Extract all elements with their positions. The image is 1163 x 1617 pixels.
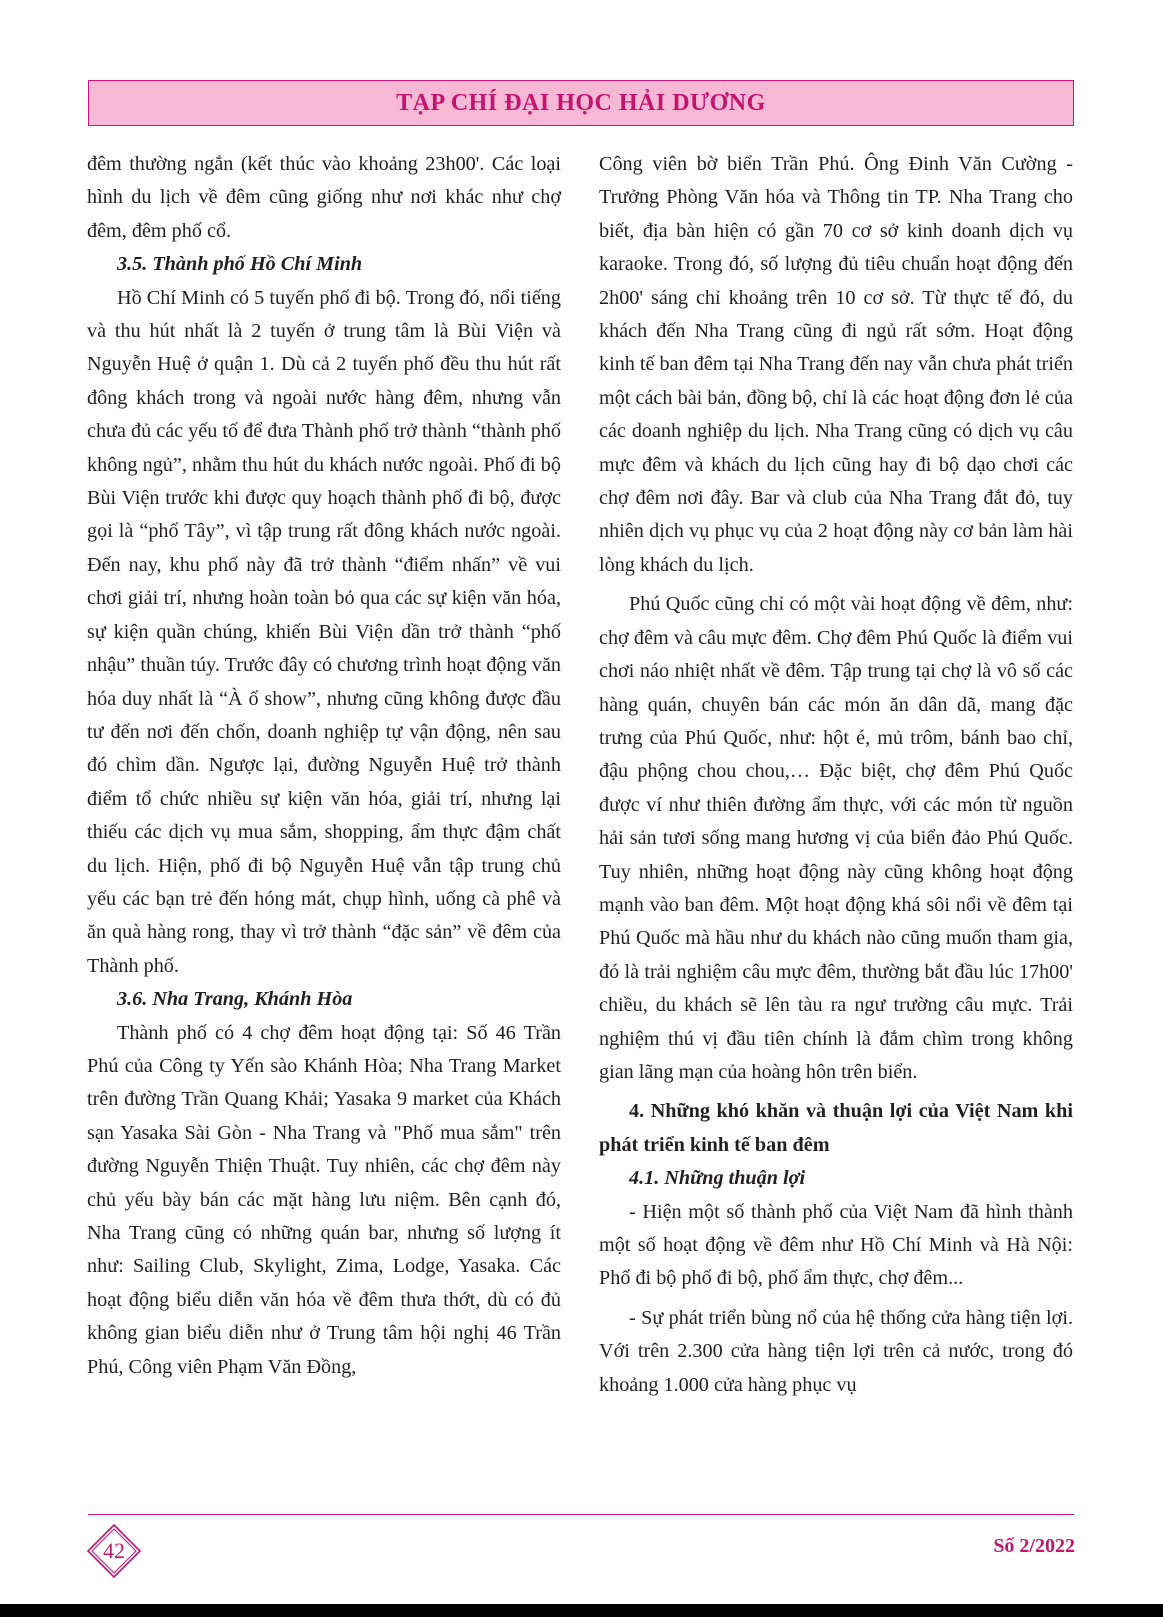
paragraph: Phú Quốc cũng chỉ có một vài hoạt động về đêm, như: chợ đêm và câu mực đêm. Chợ đêm Phú Quốc là điểm vui chơi náo nhiệt nhất về đêm. Tập trung tại chợ là vô số các hàng quán, chuyên bán các món ăn dân dã, mang đặc trưng của Phú Quốc, như: hột é, mủ trôm, bánh bao chỉ, đậu phộng chou chou,… Đặc biệt, chợ đêm Phú Quốc được ví như thiên đường ẩm thực, với các món từ nguồn hải sản tươi sống mang hương vị của biển đảo Phú Quốc. Tuy nhiên, những hoạt động này cũng không hoạt động mạnh vào ban đêm. Một hoạt động khá sôi nổi về đêm tại Phú Quốc mà hầu như du khách nào cũng muốn tham gia, đó là trải nghiệm câu mực đêm, thường bắt đầu lúc 17h00' chiều, du khách sẽ lên tàu ra ngư trường câu mực. Trải nghiệm thú vị đầu tiên chính là đắm chìm trong không gian lãng mạn của hoàng hôn trên biển.	[599, 593, 1073, 1083]
journal-header	[88, 80, 1074, 126]
page-number: 42	[103, 1538, 125, 1563]
paragraph: đêm thường ngắn (kết thúc vào khoảng 23h00'. Các loại hình du lịch về đêm cũng giống như nơi khác như chợ đêm, đêm phố cổ.	[87, 153, 561, 242]
section-heading: 3.6. Nha Trang, Khánh Hòa	[117, 988, 353, 1011]
section-heading: 3.5. Thành phố Hồ Chí Minh	[117, 253, 363, 276]
bottom-bar	[0, 1604, 1163, 1617]
left-column	[87, 148, 561, 1384]
paragraph: Hồ Chí Minh có 5 tuyến phố đi bộ. Trong đó, nổi tiếng và thu hút nhất là 2 tuyến ở trung tâm là Bùi Viện và Nguyễn Huệ ở quận 1. Dù cả 2 tuyến phố đều thu hút rất đông khách trong và ngoài nước hàng đêm, nhưng vẫn chưa đủ các yếu tố để đưa Thành phố trở thành “thành phố không ngủ”, nhằm thu hút du khách nước ngoài. Phố đi bộ Bùi Viện trước khi được quy hoạch thành phố đi bộ, được gọi là “phố Tây”, vì tập trung rất đông khách nước ngoài. Đến nay, khu phố này đã trở thành “điểm nhấn” về vui chơi giải trí, nhưng hoàn toàn bỏ qua các sự kiện văn hóa, sự kiện quần chúng, khiến Bùi Viện dần trở thành “phố nhậu” thuần túy. Trước đây có chương trình hoạt động văn hóa duy nhất là “À ố show”, nhưng cũng không được đầu tư đến nơi đến chốn, doanh nghiệp tự vận động, nên sau đó chìm dần. Ngược lại, đường Nguyễn Huệ trở thành điểm tổ chức nhiều sự kiện văn hóa, giải trí, nhưng lại thiếu các dịch vụ mua sắm, shopping, ẩm thực đậm chất du lịch. Hiện, phố đi bộ Nguyễn Huệ vẫn tập trung chủ yếu các bạn trẻ đến hóng mát, chụp hình, uống cà phê và ăn quà hàng rong, thay vì trở thành “đặc sản” về đêm của Thành phố.	[87, 286, 561, 977]
paragraph: - Sự phát triển bùng nổ của hệ thống cửa hàng tiện lợi. Với trên 2.300 cửa hàng tiện lợi trên cả nước, trong đó khoảng 1.000 cửa hàng phục vụ	[599, 1306, 1073, 1396]
issue-number: Số 2/2022	[993, 1535, 1075, 1557]
journal-title: TẠP CHÍ ĐẠI HỌC HẢI DƯƠNG	[396, 89, 766, 116]
subsection-heading: 4.1. Những thuận lợi	[629, 1167, 806, 1190]
footer-divider	[88, 1514, 1074, 1515]
paragraph: Công viên bờ biển Trần Phú. Ông Đinh Văn Cường - Trưởng Phòng Văn hóa và Thông tin TP. Nha Trang cho biết, địa bàn hiện có gần 70 cơ sở kinh doanh dịch vụ karaoke. Trong đó, số lượng đủ tiêu chuẩn hoạt động đến 2h00' sáng chỉ khoảng trên 10 cơ sở. Từ thực tế đó, du khách đến Nha Trang cũng đi ngủ rất sớm. Hoạt động kinh tế ban đêm tại Nha Trang đến nay vẫn chưa phát triển một cách bài bản, đồng bộ, chỉ là các hoạt động đơn lẻ của các doanh nghiệp du lịch. Nha Trang cũng có dịch vụ câu mực đêm và khách du lịch cũng hay đi bộ dạo chơi các chợ đêm nơi đây. Bar và club của Nha Trang đắt đỏ, tuy nhiên dịch vụ phục vụ của 2 hoạt động này cơ bản làm hài lòng khách du lịch.	[599, 153, 1074, 576]
paragraph: Thành phố có 4 chợ đêm hoạt động tại: Số 46 Trần Phú của Công ty Yến sào Khánh Hòa; Nha Trang Market trên đường Trần Quang Khải; Yasaka 9 market của Khách sạn Yasaka Sài Gòn - Nha Trang và "Phố mua sắm" trên đường Nguyễn Thiện Thuật. Tuy nhiên, các chợ đêm này chủ yếu bày bán các mặt hàng lưu niệm. Bên cạnh đó, Nha Trang cũng có những quán bar, nhưng số lượng ít như: Sailing Club, Skylight, Zima, Lodge, Yasaka. Các hoạt động biểu diễn văn hóa về đêm thưa thớt, dù có đủ không gian biểu diễn như ở Trung tâm hội nghị 46 Trần Phú, Công viên Phạm Văn Đồng,	[87, 1021, 561, 1378]
section-heading: 4. Những khó khăn và thuận lợi của Việt Nam khi phát triển kinh tế ban đêm	[599, 1100, 1073, 1156]
paragraph: - Hiện một số thành phố của Việt Nam đã hình thành một số hoạt động về đêm như Hồ Chí Minh và Hà Nội: Phố đi bộ phố đi bộ, phố ẩm thực, chợ đêm...	[599, 1200, 1073, 1290]
right-column	[599, 148, 1073, 1402]
